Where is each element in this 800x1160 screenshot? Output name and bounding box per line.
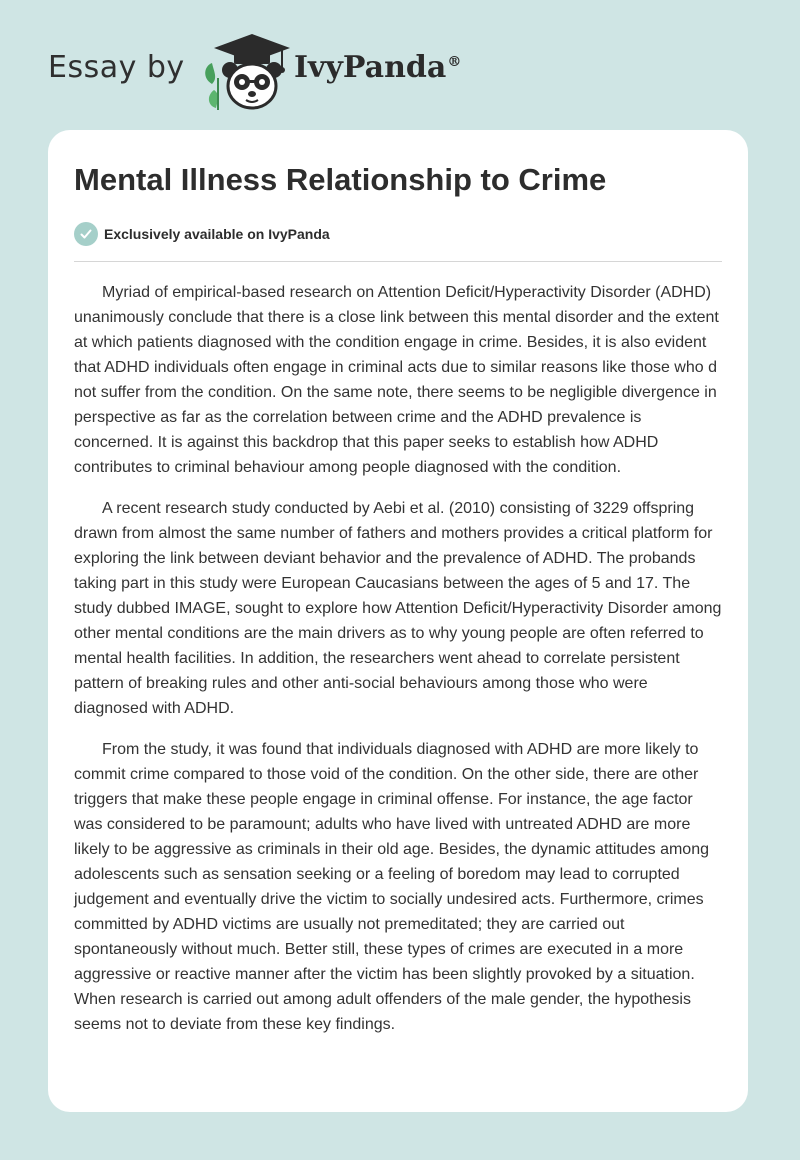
panda-graduate-icon xyxy=(200,30,296,112)
paragraph: A recent research study conducted by Aebi et al. (2010) consisting of 3229 offspring drawn from almost the same number of fathers and mothers provides a critical platform for exploring the link between deviant behavior and the prevalence of ADHD. The probands taking part in this study were European Caucasians between the ages of 5 and 17. The study dubbed IMAGE, sought to explore how Attention Deficit/Hyperactivity Disorder among other mental conditions are the main drivers as to why young people are often referred to mental health facilities. In addition, the researchers went ahead to correlate persistent pattern of breaking rules and other anti-social behaviours among those who were diagnosed with ADHD. xyxy=(74,500,722,717)
registered-mark: ® xyxy=(447,54,462,70)
exclusive-badge xyxy=(74,222,330,246)
site-header xyxy=(0,0,800,130)
exclusive-label: Exclusively available on IvyPanda xyxy=(104,226,330,242)
page-title: Mental Illness Relationship to Crime xyxy=(74,162,607,197)
divider xyxy=(74,261,722,262)
brand-text: IvyPanda xyxy=(294,50,447,85)
article-body xyxy=(74,280,724,1053)
leaf-icon xyxy=(205,63,218,110)
ivypanda-logo[interactable] xyxy=(200,30,296,112)
essay-card xyxy=(48,130,748,1112)
essay-by-label: Essay by xyxy=(48,50,185,85)
paragraph: From the study, it was found that individuals diagnosed with ADHD are more likely to commit crime compared to those void of the condition. On the other side, there are other triggers that make these people engage in criminal offense. For instance, the age factor was considered to be paramount; adults who have lived with untreated ADHD are more likely to be aggressive as criminals in their old age. Besides, the dynamic attitudes among adolescents such as sensation seeking or a feeling of boredom may lead to corrupted judgement and eventually drive the victim to socially undesired acts. Furthermore, crimes committed by ADHD victims are usually not premeditated; they are carried out spontaneously without much. Better still, these types of crimes are executed in a more aggressive or reactive manner after the victim has been slightly provoked by a situation. When research is carried out among adult offenders of the male gender, the hypothesis seems not to deviate from these key findings. xyxy=(74,741,709,1033)
check-icon xyxy=(74,222,98,246)
paragraph: Myriad of empirical-based research on Attention Deficit/Hyperactivity Disorder (ADHD) unanimously conclude that there is a close link between this mental disorder and the extent at which patients diagnosed with the condition engage in crime. Besides, it is also evident that ADHD individuals often engage in criminal acts due to similar reasons like those who d not suffer from the condition. On the same note, there seems to be negligible divergence in perspective as far as the correlation between crime and the ADHD prevalence is concerned. It is against this backdrop that this paper seeks to establish how ADHD contributes to criminal behaviour among people diagnosed with the condition. xyxy=(74,284,719,476)
brand-name[interactable] xyxy=(294,50,460,85)
